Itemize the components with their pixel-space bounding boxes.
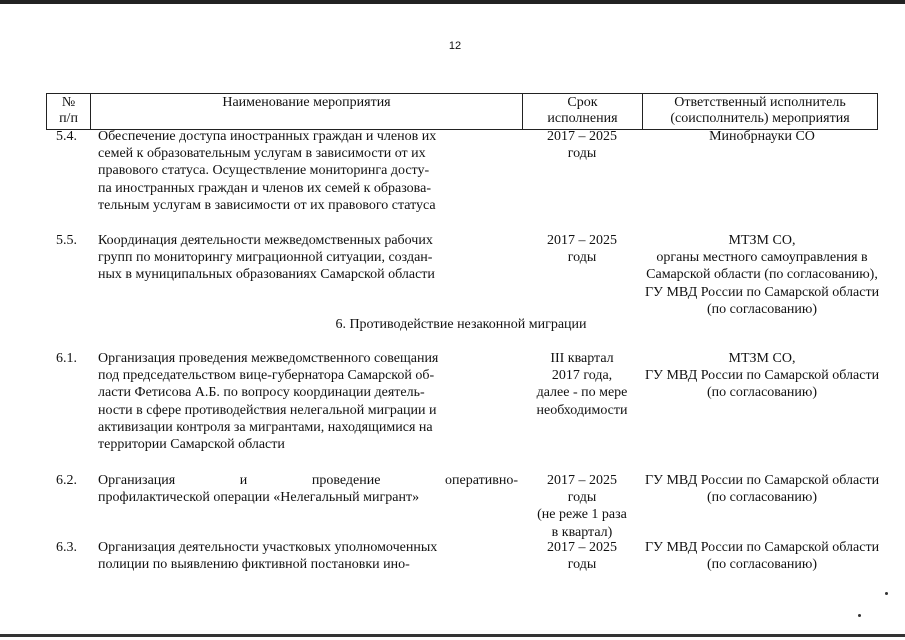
row-responsible: [602, 539, 905, 573]
row-word: проведение: [311, 473, 381, 488]
row-text-line: Организация деятельности участковых уполномоченных: [98, 540, 438, 555]
row-responsible-line: органы местного самоуправления в: [656, 250, 868, 266]
row-term-line: необходимости: [536, 402, 628, 418]
row-number: 5.5.: [56, 233, 77, 248]
row-responsible-line: (по согласованию): [706, 557, 818, 573]
top-border-rule: [0, 0, 905, 4]
row-responsible-line: (по согласованию): [706, 385, 818, 401]
header-number: [47, 94, 91, 129]
header-event-name: [91, 94, 523, 129]
header-responsible-line: (соисполнитель) мероприятия: [670, 111, 850, 126]
row-word: и: [239, 473, 248, 488]
row-term-line: годы: [567, 250, 597, 266]
row-text-line: полиции по выявлению фиктивной постановки ино-: [98, 557, 410, 573]
row-event-name: [98, 232, 518, 284]
row-responsible: [602, 472, 905, 506]
table-header: [46, 93, 878, 130]
row-term-line: годы: [567, 146, 597, 162]
row-event-name: [98, 128, 518, 214]
row-term-line: 2017 – 2025: [547, 540, 617, 555]
row-text-line: территории Самарской области: [98, 437, 285, 453]
row-term-line: годы: [567, 557, 597, 573]
row-word: оперативно-: [445, 473, 518, 488]
row-event-name: [98, 539, 518, 573]
row-text-line: активизации контроля за мигрантами, находящимися на: [98, 419, 433, 435]
bottom-border-rule: [0, 634, 905, 637]
row-term-line: (не реже 1 раза: [537, 507, 627, 523]
row-event-name: [98, 350, 518, 453]
row-text-line: тельным услугам в зависимости от их правового статуса: [98, 197, 436, 213]
scan-speck: [885, 592, 888, 595]
row-responsible-line: ГУ МВД России по Самарской области: [644, 368, 880, 384]
row-number: 6.2.: [56, 473, 77, 488]
row-term-line: 2017 – 2025: [547, 233, 617, 248]
row-event-name: [98, 472, 518, 506]
row-term-line: в квартал): [551, 524, 613, 540]
row-text-line: ности в сфере противодействия нелегальной миграции и: [98, 402, 437, 418]
row-responsible-line: МТЗМ СО,: [728, 233, 796, 248]
row-text-line: правового статуса. Осуществление мониторинга досту-: [98, 163, 430, 179]
row-text-line: профилактической операции «Нелегальный мигрант»: [98, 490, 420, 506]
row-term-line: годы: [567, 490, 597, 506]
row-responsible-line: Минобрнауки СО: [709, 129, 815, 144]
row-number: 6.3.: [56, 540, 77, 555]
header-responsible-line: Ответственный исполнитель: [674, 95, 846, 110]
row-responsible-line: ГУ МВД России по Самарской области: [644, 473, 880, 488]
row-term-line: 2017 года,: [551, 368, 613, 384]
page-number: 12: [448, 40, 462, 52]
row-responsible-line: (по согласованию): [706, 301, 818, 317]
header-term-line: исполнения: [547, 111, 618, 126]
header-number-line: п/п: [59, 111, 78, 126]
row-text-line: под председательством вице-губернатора Самарской об-: [98, 368, 435, 384]
row-text-line: Координация деятельности межведомственных рабочих: [98, 233, 433, 248]
row-text-line: Организация проведения межведомственного совещания: [98, 351, 439, 366]
row-responsible: [602, 232, 905, 318]
row-responsible-line: ГУ МВД России по Самарской области: [644, 540, 880, 555]
header-term-line: Срок: [567, 95, 598, 110]
row-text-line: [98, 472, 518, 489]
row-text-line: ласти Фетисова А.Б. по вопросу координации деятель-: [98, 385, 425, 401]
row-text-line: па иностранных граждан и членов их семей к образова-: [98, 180, 431, 196]
row-number: 5.4.: [56, 129, 77, 144]
row-responsible: [602, 350, 905, 402]
header-responsible: [643, 94, 877, 129]
header-term: [523, 94, 643, 129]
header-number-line: №: [61, 95, 76, 110]
row-word: Организация: [98, 473, 176, 488]
row-responsible-line: МТЗМ СО,: [728, 351, 796, 366]
row-text-line: ных в муниципальных образованиях Самарской области: [98, 267, 435, 283]
row-number: 6.1.: [56, 351, 77, 366]
row-text-line: семей к образовательным услугам в зависимости от их: [98, 146, 426, 162]
row-term-line: далее - по мере: [536, 385, 628, 401]
row-term-line: III квартал: [550, 351, 614, 366]
row-responsible-line: Самарской области (по согласованию),: [646, 267, 878, 283]
row-responsible-line: ГУ МВД России по Самарской области: [644, 284, 880, 300]
row-responsible: [602, 128, 905, 145]
row-term-line: 2017 – 2025: [547, 129, 617, 144]
section-title: 6. Противодействие незаконной миграции: [335, 317, 587, 332]
row-text-line: Обеспечение доступа иностранных граждан и членов их: [98, 129, 437, 144]
scan-speck: [858, 614, 861, 617]
header-event-name-line: Наименование мероприятия: [222, 95, 391, 110]
row-responsible-line: (по согласованию): [706, 490, 818, 506]
row-term-line: 2017 – 2025: [547, 473, 617, 488]
row-text-line: групп по мониторингу миграционной ситуации, создан-: [98, 250, 433, 266]
